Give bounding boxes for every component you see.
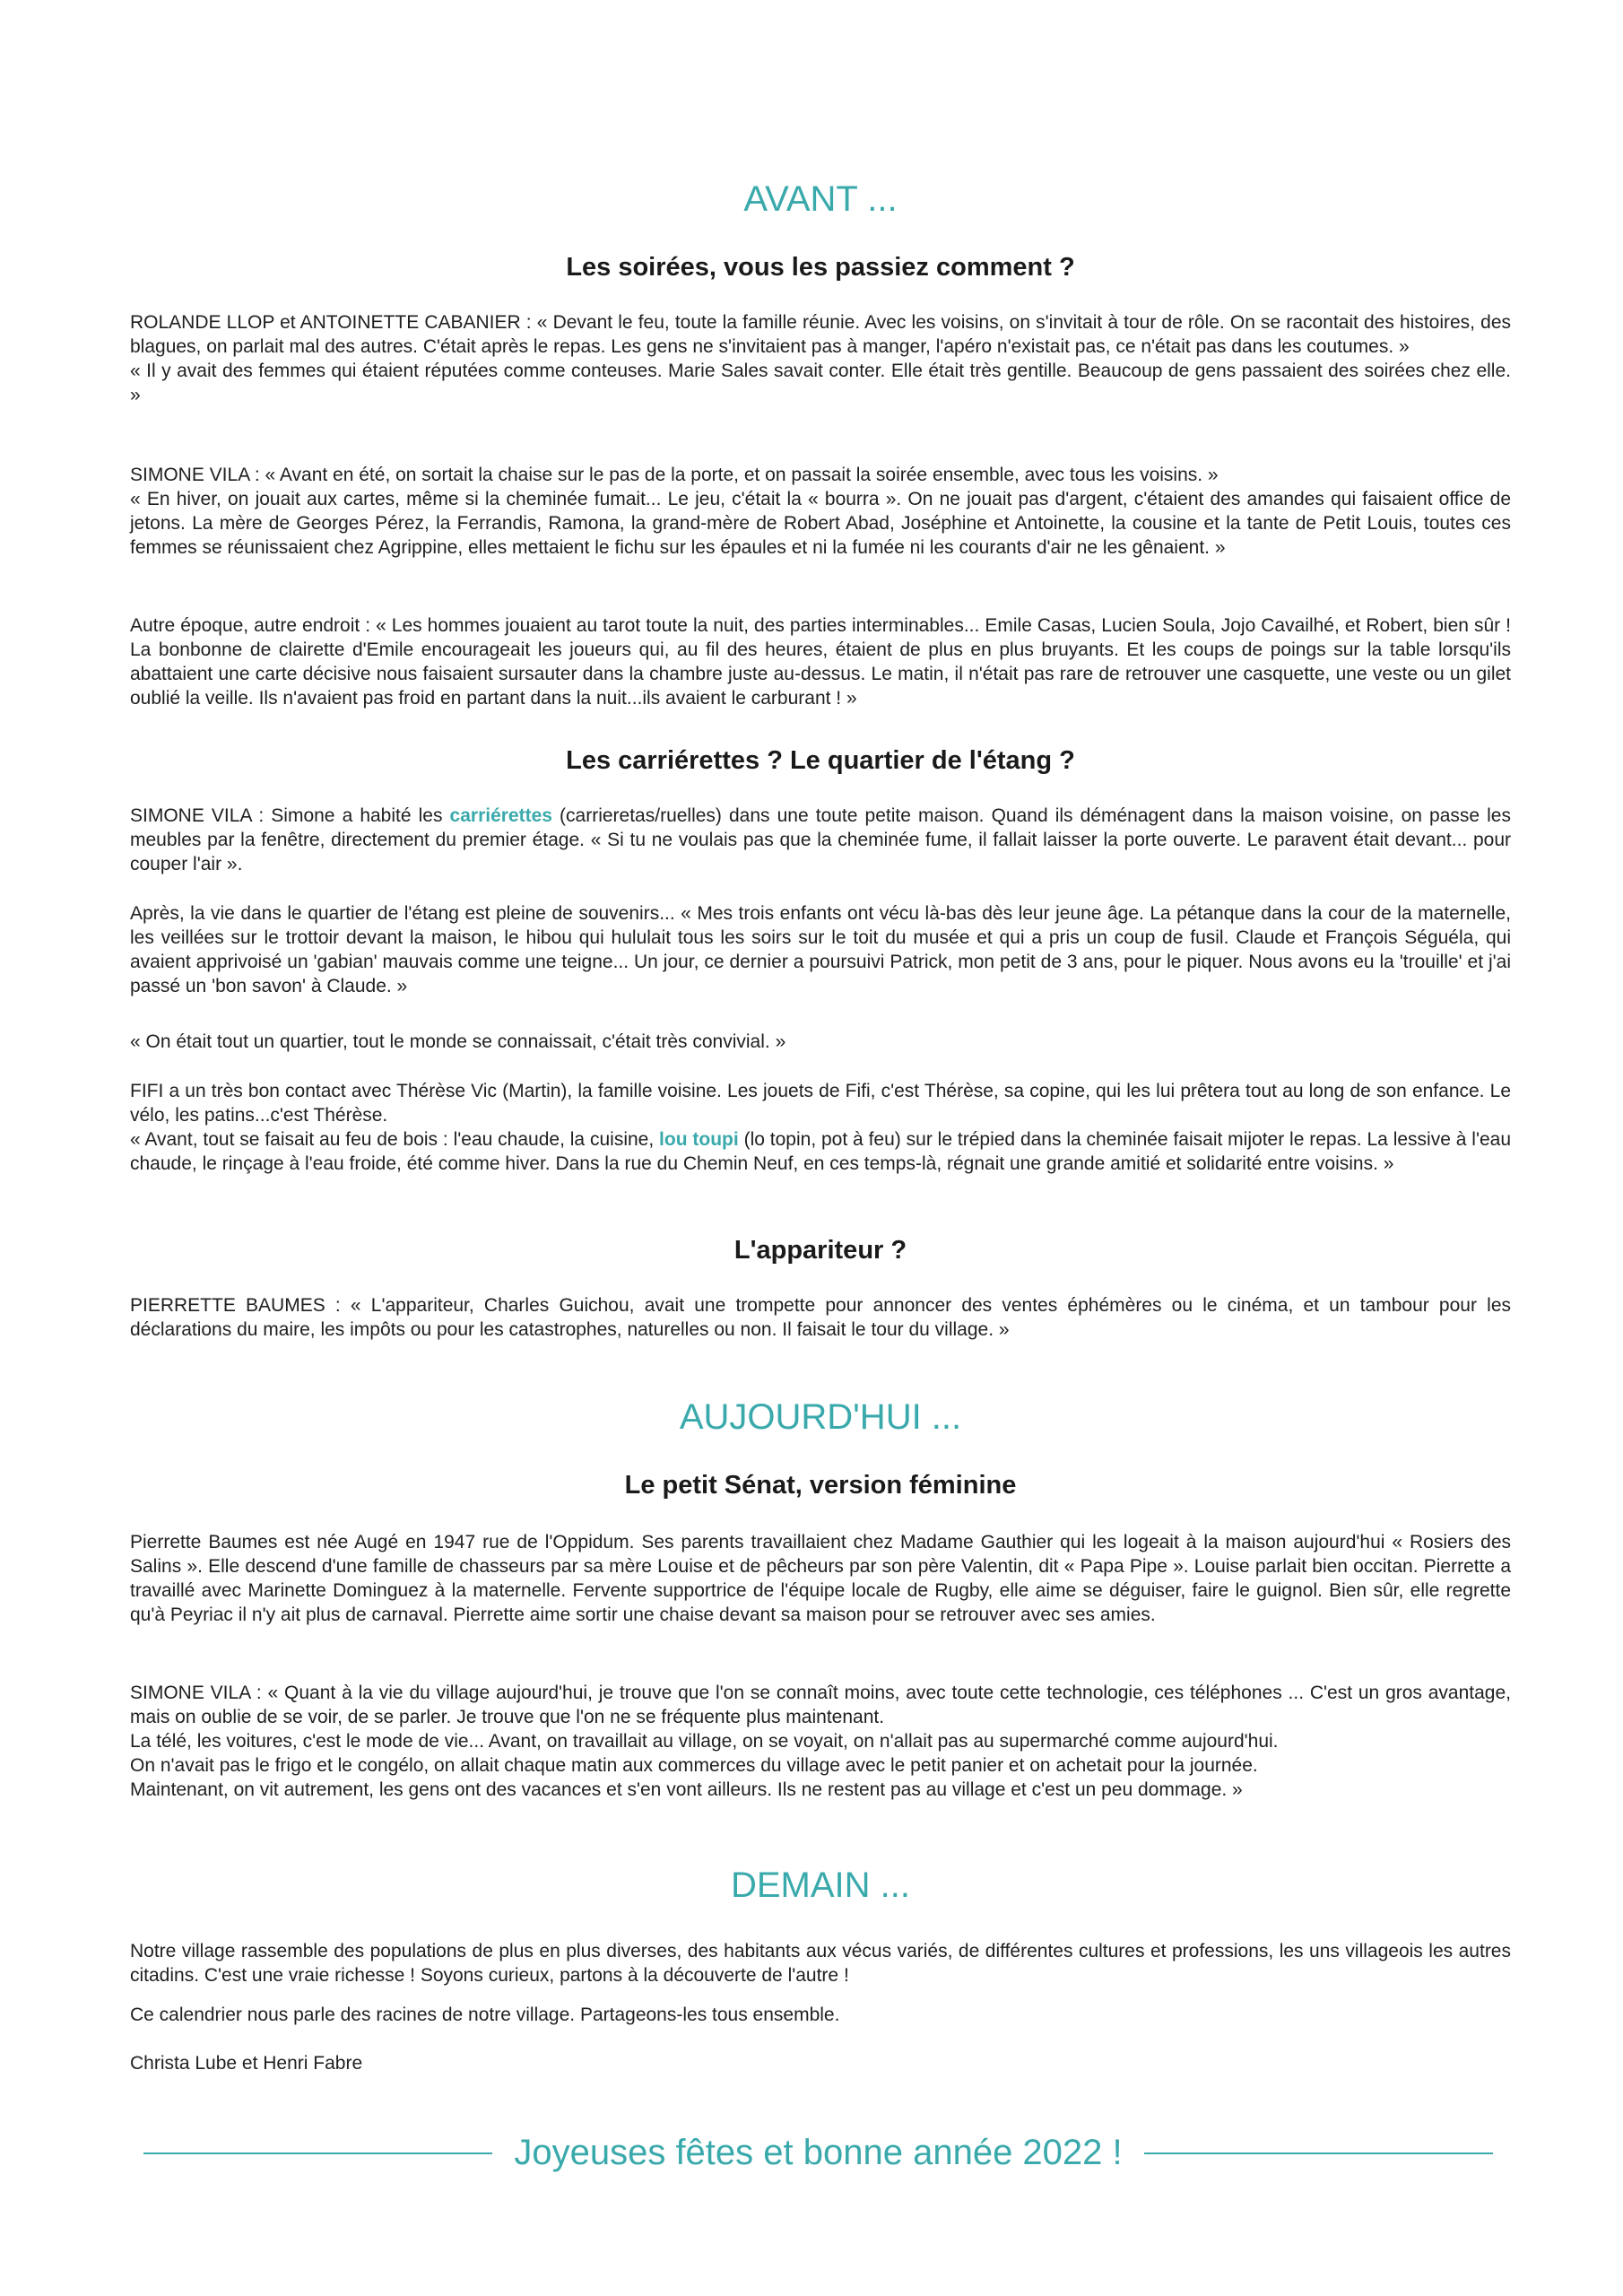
paragraph-simone-vila-soirees	[130, 463, 1511, 560]
highlighted-term-carrierettes: carriérettes	[449, 805, 552, 826]
quote-text: Maintenant, on vit autrement, les gens ont des vacances et s'en vont ailleurs. Ils ne restent pas au village et c'est un peu dommage. »	[130, 1779, 1243, 1800]
signature-text: Christa Lube et Henri Fabre	[130, 2053, 363, 2074]
quote-text: ROLANDE LLOP et ANTOINETTE CABANIER : « Devant le feu, toute la famille réunie. Avec les voisins, on s'invitait à tour de rôle. On se racontait des histoires, des blagues, on parlait mal des autres. C'était après le repas. Les gens ne s'invitaient pas à manger, l'apéro n'existait pas, ce n'était pas dans les coutumes. »	[130, 312, 1511, 357]
paragraph-text: Notre village rassemble des populations de plus en plus diverses, des habitants aux vécus variés, de différentes cultures et professions, les uns villageois les autres citadins. C'est une vraie richesse ! Soyons curieux, partons à la découverte de l'autre !	[130, 1941, 1511, 1986]
greeting-text: Joyeuses fêtes et bonne année 2022 !	[514, 2133, 1123, 2172]
quote-text	[130, 1127, 1511, 1176]
paragraph-text: Pierrette Baumes est née Augé en 1947 rue de l'Oppidum. Ses parents travaillaient chez Madame Gauthier qui les logeait à la maison aujourd'hui « Rosiers des Salins ». Elle descend d'une famille de chasseurs par sa mère Louise et de pêcheurs par son père Valentin, dit « Papa Pipe ». Louise parlait bien occitan. Pierrette a travaillé avec Marinette Dominguez à la maternelle. Fervente supportrice de l'équipe locale de Rugby, elle aime se déguiser, faire le guignol. Bien sûr, elle regrette qu'à Peyriac il n'y ait plus de carnaval. Pierrette aime sortir une chaise devant sa maison pour se retrouver avec ses amies.	[130, 1532, 1511, 1625]
paragraph-text: (carrieretas/ruelles) dans une toute petite maison. Quand ils déménagent dans la maison voisine, on passe les meubles par la fenêtre, directement du premier étage. « Si tu ne voulais pas que la cheminée fume, il fallait laisser la porte ouverte. Le paravent était devant... pour couper l'air ».	[130, 805, 1511, 874]
quote-text: On n'avait pas le frigo et le congélo, on allait chaque matin aux commerces du village avec le petit panier et on achetait pour la journée.	[130, 1755, 1258, 1776]
paragraph-pierrette-baumes-bio	[130, 1530, 1511, 1627]
question-heading-soirees: Les soirées, vous les passiez comment ?	[566, 253, 1075, 282]
paragraph-text: Ce calendrier nous parle des racines de notre village. Partageons-les tous ensemble.	[130, 2005, 840, 2025]
paragraph-text: FIFI a un très bon contact avec Thérèse Vic (Martin), la famille voisine. Les jouets de Fifi, c'est Thérèse, sa copine, qui les lui prêtera tout au long de son enfance. Le vélo, les patins...c'est Thérèse.	[130, 1081, 1511, 1126]
quote-text: « En hiver, on jouait aux cartes, même si la cheminée fumait... Le jeu, c'était la « bourra ». On ne jouait pas d'argent, c'étaient des amandes qui faisaient office de jetons. La mère de Georges Pérez, la Ferrandis, Ramona, la grand-mère de Robert Abad, Joséphine et Antoinette, la cousine et la tante de Petit Louis, toutes ces femmes se réunissaient chez Agrippine, elles mettaient le fichu sur les épaules et ni la fumée ni les courants d'air ne les gênaient. »	[130, 489, 1511, 558]
paragraph-convivial	[130, 1030, 1511, 1054]
question-heading-appariteur: L'appariteur ?	[733, 1236, 907, 1265]
paragraph-autre-epoque	[130, 613, 1511, 710]
paragraph-text: (lo topin, pot à feu) sur le trépied dans la cheminée faisait mijoter le repas. La lessive à l'eau chaude, le rinçage à l'eau froide, été comme hiver. Dans la rue du Chemin Neuf, en ces temps-là, régnait une grande amitié et solidarité entre voisins. »	[130, 1129, 1512, 1174]
signature	[130, 2051, 1511, 2075]
section-title-avant: AVANT ...	[743, 179, 898, 219]
right-divider	[1144, 2152, 1493, 2154]
paragraph-quartier-etang	[130, 901, 1511, 998]
paragraph-demain	[130, 1939, 1511, 1987]
paragraph-pierrette-baumes-appariteur	[130, 1293, 1511, 1342]
question-heading-petit-senat: Le petit Sénat, version féminine	[624, 1471, 1017, 1500]
section-title-demain: DEMAIN ...	[730, 1866, 911, 1905]
quote-text: SIMONE VILA : « Avant en été, on sortait la chaise sur le pas de la porte, et on passait la soirée ensemble, avec tous les voisins. »	[130, 465, 1219, 485]
left-divider	[143, 2152, 492, 2154]
highlighted-term-lou-toupi: lou toupi	[659, 1129, 739, 1150]
quote-text: SIMONE VILA : « Quant à la vie du village aujourd'hui, je trouve que l'on se connaît moins, avec toute cette technologie, ces téléphones ... C'est un gros avantage, mais on oublie de se voir, de se parler. Je trouve que l'on ne se fréquente plus maintenant.	[130, 1683, 1511, 1727]
footer-greeting	[143, 2133, 1493, 2173]
section-title-aujourdhui: AUJOURD'HUI ...	[679, 1397, 962, 1437]
quote-text: La télé, les voitures, c'est le mode de vie... Avant, on travaillait au village, on se voyait, on n'allait pas au supermarché comme aujourd'hui.	[130, 1731, 1279, 1752]
paragraph-text: SIMONE VILA : Simone a habité les	[130, 805, 450, 826]
paragraph-simone-vila-carrierettes	[130, 804, 1511, 876]
paragraph-fifi	[130, 1079, 1511, 1176]
quote-text: Autre époque, autre endroit : « Les hommes jouaient au tarot toute la nuit, des parties interminables... Emile Casas, Lucien Soula, Jojo Cavailhé, et Robert, bien sûr ! La bonbonne de clairette d'Emile encourageait les joueurs qui, au fil des heures, étaient de plus en plus bruyants. Et les coups de poings sur la table lorsqu'ils abattaient une carte décisive nous faisaient sursauter dans la chambre juste au-dessus. Le matin, il n'était pas rare de retrouver une casquette, une veste ou un gilet oublié la veille. Ils n'avaient pas froid en partant dans la nuit...ils avaient le carburant ! »	[130, 615, 1511, 709]
paragraph-text: « Avant, tout se faisait au feu de bois : l'eau chaude, la cuisine,	[130, 1129, 660, 1150]
question-heading-carrierettes: Les carriérettes ? Le quartier de l'étang ?	[566, 746, 1075, 775]
quote-text: Après, la vie dans le quartier de l'étang est pleine de souvenirs... « Mes trois enfants ont vécu là-bas dès leur jeune âge. La pétanque dans la cour de la maternelle, les veillées sur le trottoir devant la maison, le hibou qui hululait tous les soirs sur le toit du musée et qui a pris un coup de fusil. Claude et François Séguéla, qui avaient apprivoisé un 'gabian' mauvais comme une teigne... Un jour, ce dernier a poursuivi Patrick, mon petit de 3 ans, pour le piquer. Nous avons eu la 'trouille' et j'ai passé un 'bon savon' à Claude. »	[130, 903, 1511, 996]
paragraph-simone-vila-aujourdhui	[130, 1681, 1511, 1802]
quote-text: PIERRETTE BAUMES : « L'appariteur, Charles Guichou, avait une trompette pour annoncer des ventes éphémères ou le cinéma, et un tambour pour les déclarations du maire, les impôts ou pour les catastrophes, naturelles ou non. Il faisait le tour du village. »	[130, 1295, 1511, 1340]
quote-text: « Il y avait des femmes qui étaient réputées comme conteuses. Marie Sales savait conter. Elle était très gentille. Beaucoup de gens passaient des soirées chez elle. »	[130, 361, 1511, 405]
paragraph-rolande-llop	[130, 310, 1511, 407]
paragraph-calendrier	[130, 2003, 1511, 2027]
quote-text: « On était tout un quartier, tout le monde se connaissait, c'était très convivial. »	[130, 1031, 786, 1052]
